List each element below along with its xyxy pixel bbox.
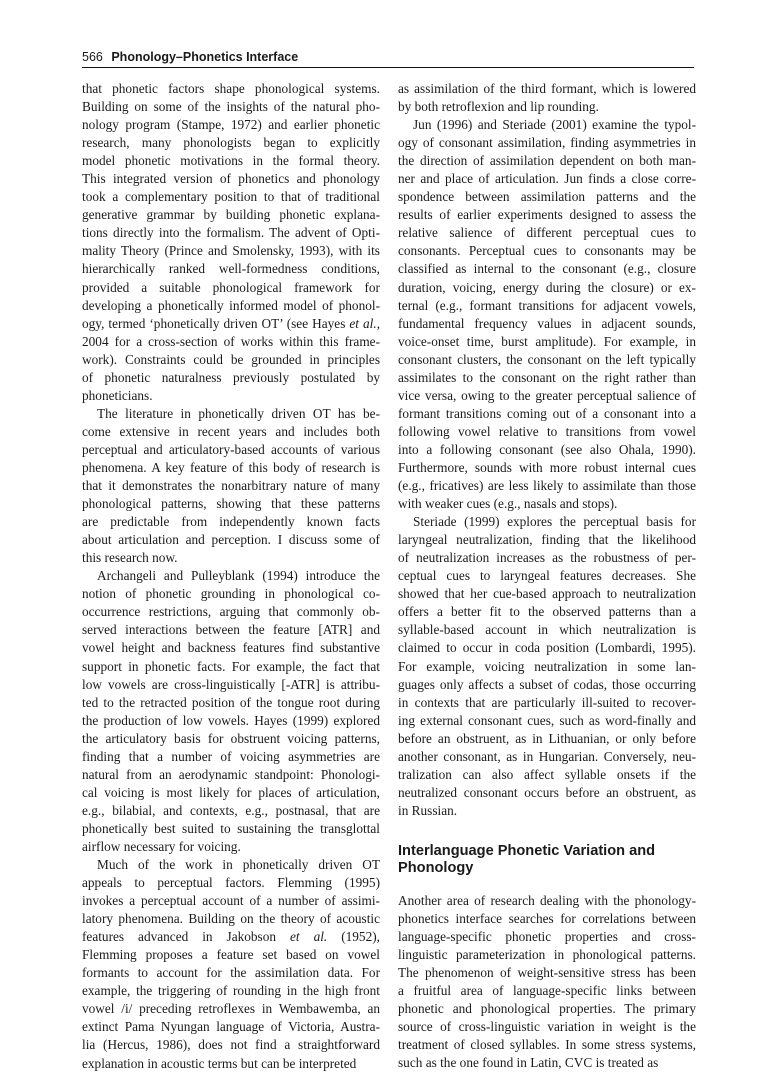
text-line: neutralized consonant occurs before an obstruent, as bbox=[398, 784, 696, 800]
text-line: phonological patterns, showing that these patterns bbox=[82, 496, 380, 512]
text-line: in contexts that are particularly ill-suited to recover- bbox=[398, 694, 696, 710]
text-line: Jun (1996) and Steriade (2001) examine the typol- bbox=[413, 117, 696, 133]
text-line: occurrence restrictions, arguing that commonly ob- bbox=[82, 604, 380, 620]
body-paragraph bbox=[398, 892, 696, 1072]
text-line: For example, voicing neutralization in some lan- bbox=[398, 658, 696, 674]
text-line: tralization can also affect syllable onsets if the bbox=[398, 766, 696, 782]
text-line: provided a suitable phonological framework for bbox=[82, 279, 380, 295]
text-line: research, many phonologists began to explicitly bbox=[82, 135, 380, 151]
text-line: voice-onset time, burst amplitude). For example, in bbox=[398, 333, 696, 349]
text-line: perceptual and articulatory-based accounts of various bbox=[82, 441, 380, 457]
text-line: are predictable from independently known facts bbox=[82, 514, 380, 530]
text-line: guages only affects a subset of codas, those occurring bbox=[398, 676, 696, 692]
text-line: linguistic parameterization in phonological patterns. bbox=[398, 947, 696, 963]
text-line: phonetic and phonological properties. The primary bbox=[398, 1001, 696, 1017]
body-paragraph bbox=[82, 856, 380, 1073]
text-line: 2004 for a cross-section of works within this frame- bbox=[82, 333, 380, 349]
text-line: nology program (Stampe, 1972) and earlier phonetic bbox=[82, 117, 380, 133]
text-line: that it demonstrates the nonarbitrary nature of many bbox=[82, 478, 380, 494]
text-line: language-specific phonetic properties and cross- bbox=[398, 929, 696, 945]
right-column bbox=[398, 80, 696, 1072]
text-line: about articulation and perception. I discuss some of bbox=[82, 532, 380, 548]
text-line: This integrated version of phonetics and phonology bbox=[82, 171, 380, 187]
text-line: natural from an aerodynamic standpoint: Phonologi- bbox=[82, 766, 380, 782]
text-line: a fruitful area of language-specific links between bbox=[398, 983, 696, 999]
text-line: consonant clusters, the consonant on the left typically bbox=[398, 351, 696, 367]
text-line: the direction of assimilation dependent on both man- bbox=[398, 153, 696, 169]
text-line: phonetically best suited to sustaining the transglottal bbox=[82, 820, 380, 836]
text-line: that phonetic factors shape phonological systems. bbox=[82, 81, 380, 96]
text-line: phonetics interface searches for correlations between bbox=[398, 910, 696, 926]
text-line: claimed to occur in coda position (Lombardi, 1995). bbox=[398, 640, 696, 656]
text-line: served interactions between the feature [ATR] and bbox=[82, 622, 380, 638]
text-line: latory phenomena. Building on the theory of acoustic bbox=[82, 911, 380, 927]
text-line: ogy of consonant assimilation, finding asymmetries in bbox=[398, 135, 696, 151]
text-line: consonants. Perceptual cues to consonants may be bbox=[398, 243, 696, 259]
text-line: following vowel relative to transitions from vowel bbox=[398, 423, 696, 439]
text-line: hierarchically ranked well-formedness conditions, bbox=[82, 261, 380, 277]
body-paragraph bbox=[82, 567, 380, 856]
text-line: in Russian. bbox=[398, 802, 458, 818]
text-line: the articulatory basis for obstruent voicing patterns, bbox=[82, 730, 380, 746]
text-line: ceptual cues to laryngeal features decreases. She bbox=[398, 568, 696, 584]
text-line: took a complementary position to that of traditional bbox=[82, 189, 380, 205]
text-line: Another area of research dealing with the phonology- bbox=[398, 892, 696, 908]
text-line: (e.g., fricatives) are less likely to assimilate than those bbox=[398, 478, 696, 494]
text-line: into a following consonant (see also Ohala, 1990). bbox=[398, 441, 696, 457]
text-line: before an obstruent, as in Lithuanian, or only before bbox=[398, 730, 696, 746]
text-line: as assimilation of the third formant, which is lowered bbox=[398, 81, 696, 96]
text-line: invokes a perceptual account of a number of assimi- bbox=[82, 893, 380, 909]
text-line: spondence between assimilation patterns and the bbox=[398, 189, 696, 205]
text-line: explanation in acoustic terms but can be interpreted bbox=[82, 1055, 357, 1071]
text-line: showed that her cue-based approach to neutralization bbox=[398, 586, 696, 602]
text-line: ner and place of articulation. Jun finds a close corre- bbox=[398, 171, 696, 187]
text-line: Flemming proposes a feature set based on vowel bbox=[82, 947, 380, 963]
text-line: another consonant, as in Hungarian. Conversely, neu- bbox=[398, 748, 696, 764]
text-line: vowel /i/ preceding retroflexes in Wembawemba, an bbox=[82, 1001, 380, 1017]
page-number: 566 bbox=[82, 50, 103, 64]
text-line: results of earlier experiments designed to assess the bbox=[398, 207, 696, 223]
text-line: such as the one found in Latin, CVC is treated as bbox=[398, 1055, 659, 1071]
text-line: low vowels are cross-linguistically [-ATR] is attribu- bbox=[82, 676, 380, 692]
text-line: Archangeli and Pulleyblank (1994) introduce the bbox=[97, 568, 380, 584]
text-line: airflow necessary for voicing. bbox=[82, 838, 241, 854]
text-line: Furthermore, sounds with more robust internal cues bbox=[398, 459, 696, 475]
text-line: lia (Hercus, 1986), does not find a straightforward bbox=[82, 1037, 380, 1053]
text-line: The phenomenon of weight-sensitive stress has been bbox=[398, 965, 696, 981]
header-rule bbox=[82, 67, 694, 68]
text-line: mality Theory (Prince and Smolensky, 1993), with its bbox=[82, 243, 380, 259]
text-line: cal voicing is most likely for places of articulation, bbox=[82, 784, 380, 800]
section-heading: Interlanguage Phonetic Variation and Phonology bbox=[398, 842, 656, 877]
text-line: Much of the work in phonetically driven OT bbox=[97, 857, 380, 873]
text-line: notion of phonetic grounding in phonological co- bbox=[82, 586, 380, 602]
text-line: Steriade (1999) explores the perceptual basis for bbox=[413, 514, 696, 530]
text-line: of phonetic naturalness previously postulated by bbox=[82, 369, 380, 385]
text-line: generative grammar by building phonetic explana- bbox=[82, 207, 380, 223]
text-line: this research now. bbox=[82, 550, 178, 566]
text-line: ing external consonant cues, such as word-finally and bbox=[398, 712, 696, 728]
body-paragraph bbox=[398, 513, 696, 820]
text-line: relative salience of different perceptual cues to bbox=[398, 225, 696, 241]
text-line: features advanced in Jakobson et al. (1952), bbox=[82, 929, 380, 945]
text-line: offers a better fit to the observed patterns than a bbox=[398, 604, 696, 620]
body-paragraph bbox=[398, 116, 696, 513]
text-line: by both retroflexion and lip rounding. bbox=[398, 99, 599, 115]
text-line: ternal (e.g., formant transitions for adjacent vowels, bbox=[398, 297, 696, 313]
text-line: fundamental frequency values in adjacent sounds, bbox=[398, 315, 696, 331]
text-line: of neutralization increases as the robustness of per- bbox=[398, 550, 696, 566]
text-line: extinct Pama Nyungan language of Victoria, Austra- bbox=[82, 1019, 380, 1035]
text-line: vowel height and backness features find substantive bbox=[82, 640, 380, 656]
text-line: model phonetic motivations in the formal theory. bbox=[82, 153, 380, 169]
text-line: vice versa, owing to the greater perceptual salience of bbox=[398, 387, 696, 403]
text-line: formant transitions coming out of a consonant into a bbox=[398, 405, 696, 421]
running-title: Phonology–Phonetics Interface bbox=[111, 50, 299, 64]
text-line: developing a phonetically informed model of phonol- bbox=[82, 297, 380, 313]
body-paragraph bbox=[82, 405, 380, 567]
text-line: duration, voicing, energy during the closure) or ex- bbox=[398, 279, 696, 295]
text-line: e.g., bilabial, and contexts, e.g., postnasal, that are bbox=[82, 802, 380, 818]
text-line: assimilates to the consonant on the right rather than bbox=[398, 369, 696, 385]
text-line: syllable-based account in which neutralization is bbox=[398, 622, 696, 638]
text-line: classified as internal to the consonant (e.g., closure bbox=[398, 261, 696, 277]
text-line: phenomena. A key feature of this body of research is bbox=[82, 459, 380, 475]
text-line: example, the triggering of rounding in the high front bbox=[82, 983, 380, 999]
text-line: the production of low vowels. Hayes (1999) explored bbox=[82, 712, 380, 728]
text-line: with weaker cues (e.g., nasals and stops). bbox=[398, 496, 618, 512]
text-line: work). Constraints could be grounded in principles bbox=[82, 351, 380, 367]
text-line: come extensive in recent years and includes both bbox=[82, 423, 380, 439]
body-paragraph bbox=[82, 80, 380, 405]
text-line: ogy, termed ‘phonetically driven OT’ (see Hayes et al., bbox=[82, 315, 381, 331]
text-line: finding that a number of voicing asymmetries are bbox=[82, 748, 380, 764]
text-line: formants to account for the assimilation data. For bbox=[82, 965, 380, 981]
text-line: phoneticians. bbox=[82, 387, 153, 403]
text-line: Building on some of the insights of the natural pho- bbox=[82, 99, 380, 115]
running-header bbox=[82, 49, 694, 65]
text-line: appeals to perceptual factors. Flemming (1995) bbox=[82, 875, 380, 891]
text-line: laryngeal neutralization, finding that the likelihood bbox=[398, 532, 696, 548]
text-line: tions directly into the formalism. The advent of Opti- bbox=[82, 225, 380, 241]
body-paragraph bbox=[398, 80, 696, 116]
text-line: The literature in phonetically driven OT has be- bbox=[97, 405, 380, 421]
text-line: source of cross-linguistic variation in weight is the bbox=[398, 1019, 696, 1035]
text-line: treatment of closed syllables. In some stress systems, bbox=[398, 1037, 696, 1053]
text-line: support in phonetic facts. For example, the fact that bbox=[82, 658, 380, 674]
left-column bbox=[82, 80, 380, 1073]
text-line: ted to the retracted position of the tongue root during bbox=[82, 694, 380, 710]
